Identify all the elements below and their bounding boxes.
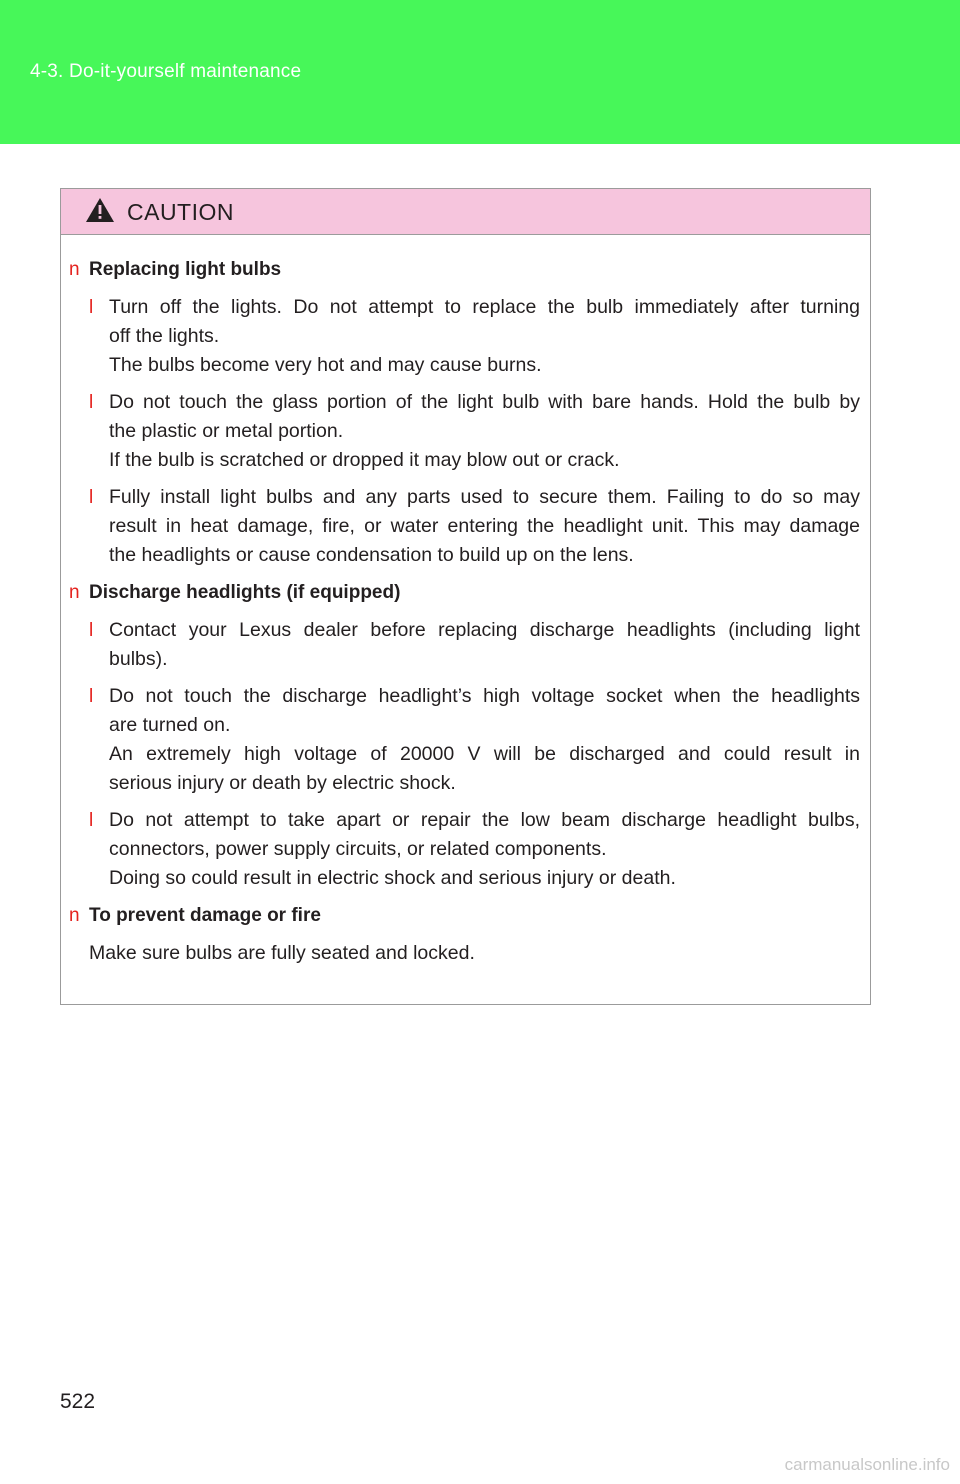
section-text: Make sure bulbs are fully seated and locked. [89,942,475,964]
item-line: the headlights or cause condensation to build up on the lens. [109,544,634,566]
section-marker-icon: n [69,259,80,280]
caution-box [60,188,871,1005]
item-line: Do not touch the glass portion of the light bulb with bare hands. Hold the bulb by [109,391,860,413]
bullet-icon: l [89,392,94,413]
bullet-icon: l [89,810,94,831]
item-line: Do not touch the discharge headlight’s high voltage socket when the headlights [109,685,860,707]
caution-header [61,189,870,235]
item-line: Doing so could result in electric shock and serious injury or death. [109,867,676,889]
section-discharge-headlights [61,578,860,893]
item-line: Contact your Lexus dealer before replacing discharge headlights (including light [109,619,860,641]
item-line: An extremely high voltage of 20000 V will be discharged and could result in [109,743,860,765]
list-item [61,483,860,570]
list-item [61,682,860,798]
header-band [0,0,960,144]
section-marker-icon: n [69,582,80,603]
bullet-icon: l [89,620,94,641]
caution-body [61,235,870,968]
list-item [61,388,860,475]
item-line: the plastic or metal portion. [109,420,344,442]
section-heading-text: Replacing light bulbs [89,259,282,280]
item-line: are turned on. [109,714,231,736]
section-heading [61,901,860,931]
list-item [61,293,860,380]
section-prevent-damage [61,901,860,968]
section-marker-icon: n [69,905,80,926]
item-line: If the bulb is scratched or dropped it may blow out or crack. [109,449,620,471]
bullet-icon: l [89,686,94,707]
item-line: connectors, power supply circuits, or related components. [109,838,607,860]
item-line: off the lights. [109,325,220,347]
caution-title: CAUTION [127,199,234,225]
list-item [61,806,860,893]
item-line: Turn off the lights. Do not attempt to replace the bulb immediately after turning [109,296,860,318]
item-line: bulbs). [109,648,168,670]
watermark: carmanualsonline.info [784,1455,950,1474]
section-heading [61,255,860,285]
warning-triangle-icon [85,197,115,223]
item-line: Fully install light bulbs and any parts used to secure them. Failing to do so may [109,486,860,508]
item-line: result in heat damage, fire, or water entering the headlight unit. This may damage [109,515,860,537]
bullet-icon: l [89,297,94,318]
section-replacing-light-bulbs [61,255,860,570]
item-line: Do not attempt to take apart or repair the low beam discharge headlight bulbs, [109,809,860,831]
section-title: 4-3. Do-it-yourself maintenance [30,61,302,82]
page-number: 522 [60,1390,96,1413]
section-heading [61,578,860,608]
section-heading-text: Discharge headlights (if equipped) [89,582,401,603]
bullet-icon: l [89,487,94,508]
list-item [61,616,860,674]
item-line: serious injury or death by electric shock. [109,772,456,794]
item-line: The bulbs become very hot and may cause burns. [109,354,542,376]
section-heading-text: To prevent damage or fire [89,905,321,926]
